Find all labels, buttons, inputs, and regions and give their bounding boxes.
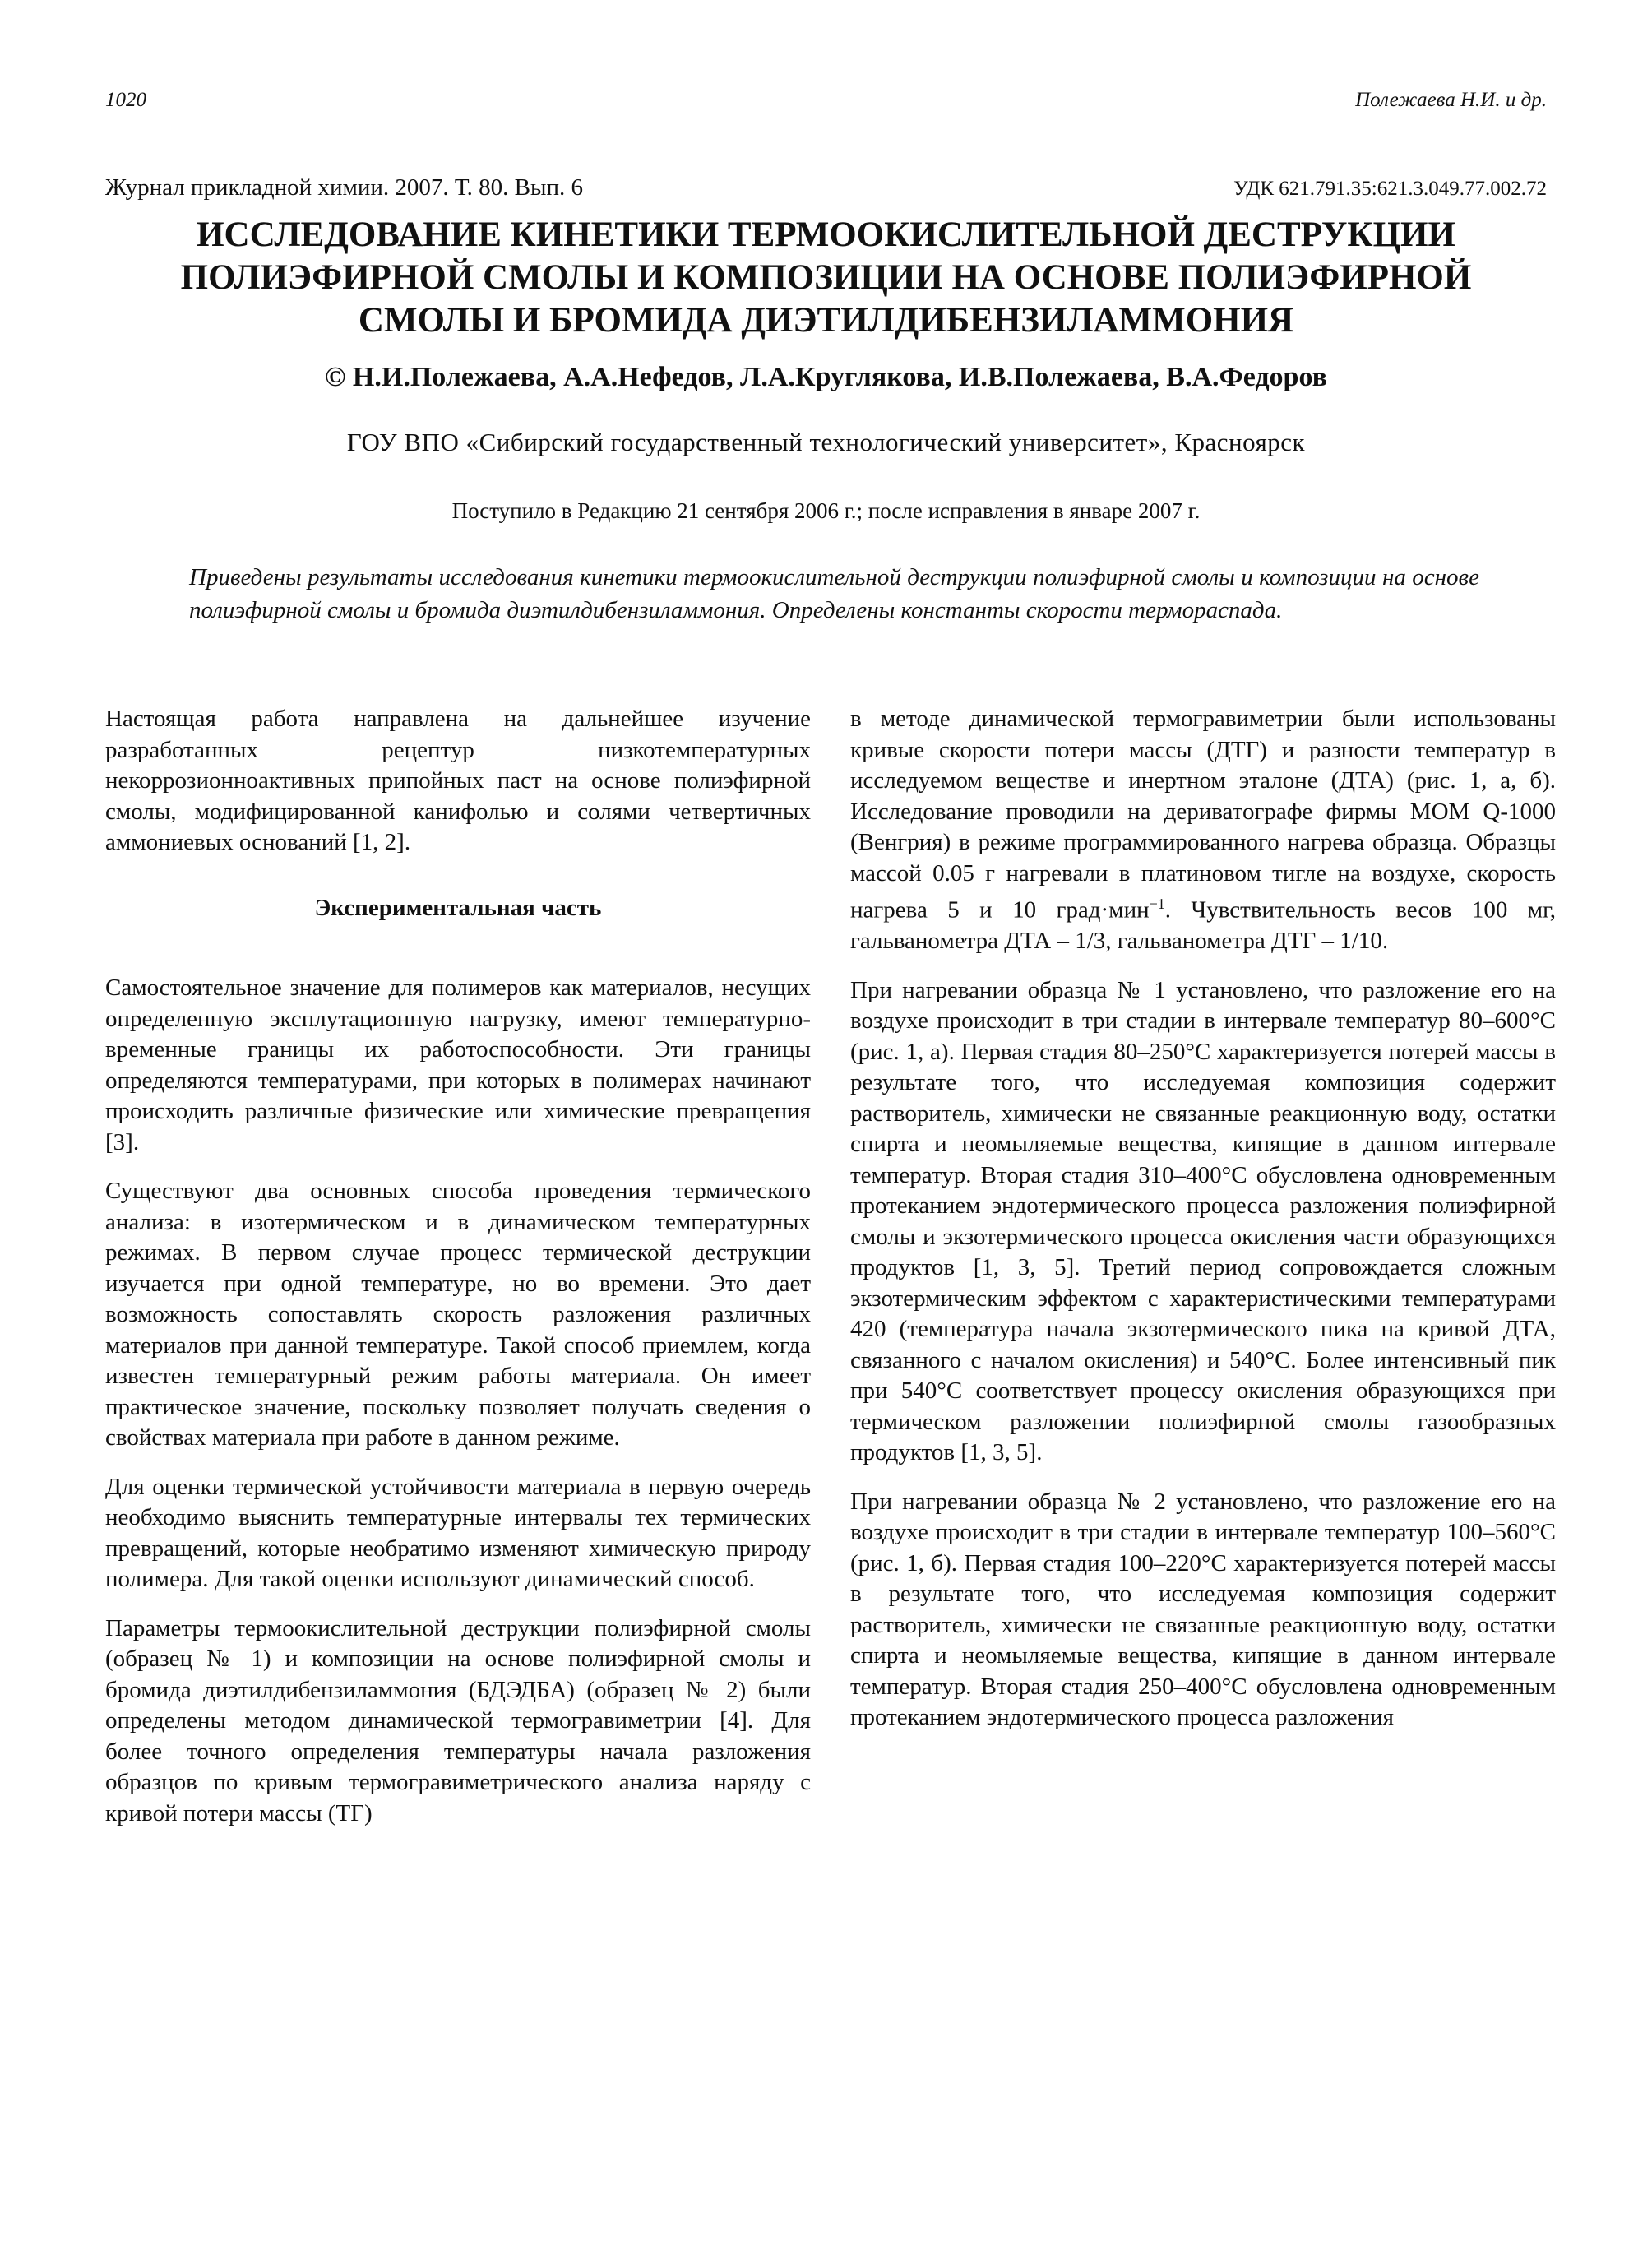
author-list: © Н.И.Полежаева, А.А.Нефедов, Л.А.Круглякова, И.В.Полежаева, В.А.Федоров [325,362,1327,392]
udc-code: УДК 621.791.35:621.3.049.77.002.72 [1233,178,1547,200]
body-paragraph: Параметры термоокислительной деструкции полиэфирной смолы (образец № 1) и композиции на основе полиэфирной смолы и бромида диэтилдибензиламмония (БДЭДБА) (образец № 2) были определены методом динамической термогравиметрии [4]. Для более точного определения температуры начала разложения образцов по кривым термогравиметрического анализа наряду с кривой потери массы (ТГ) [105,1614,811,1826]
body-text: в методе динамической термогравиметрии были использованы кривые скорости потери массы (ДТГ) и разности температур в исследуемом веществе и инертном эталоне (ДТА) (рис. 1, а, б). Исследование проводили на дериватографе фирмы МОМ Q-1000 (Венгрия) в режиме программированного нагрева образца. Образцы массой 0.05 г нагревали в платиновом тигле на воздухе, скорость нагрева 5 и 10 град·мин [850,706,1556,924]
body-paragraph [850,704,1556,957]
article-title: ИССЛЕДОВАНИЕ КИНЕТИКИ ТЕРМООКИСЛИТЕЛЬНОЙ ДЕСТРУКЦИИ ПОЛИЭФИРНОЙ СМОЛЫ И КОМПОЗИЦИИ НА ОСНОВЕ ПОЛИЭФИРНОЙ СМОЛЫ И БРОМИДА ДИЭТИЛДИБЕНЗИЛАММОНИЯ [180,215,1472,340]
right-column [850,704,1556,1752]
running-header [105,89,1547,112]
journal-line [105,174,1547,201]
received-date: Поступило в Редакцию 21 сентября 2006 г.; после исправления в январе 2007 г. [451,498,1201,523]
body-paragraph: Существуют два основных способа проведения термического анализа: в изотермическом и в динамическом температурных режимах. В первом случае процесс термической деструкции изучается при одной температуре, но во времени. Это дает возможность сопоставлять скорость разложения различных материалов при данной температуре. Такой способ приемлем, когда известен температурный режим работы материала. Он имеет практическое значение, поскольку позволяет получать сведения о свойствах материала при работе в данном режиме. [105,1178,811,1451]
running-authors: Полежаева Н.И. и др. [1355,89,1547,111]
intro-paragraph: Настоящая работа направлена на дальнейшее изучение разработанных рецептур низкотемпературных некоррозионноактивных припойных паст на основе полиэфирной смолы, модифицированной канифолью и солями четвертичных аммониевых оснований [1, 2]. [105,706,811,855]
page-number: 1020 [105,89,146,111]
superscript: −1 [1149,896,1165,912]
body-text: . Чувствительность весов 100 мг, гальванометра ДТА – 1/3, гальванометра ДТГ – 1/10. [850,896,1556,955]
body-paragraph: Для оценки термической устойчивости материала в первую очередь необходимо выяснить температурные интервалы тех термических превращений, которые необратимо изменяют химическую природу полимера. Для такой оценки используют динамический способ. [105,1473,811,1592]
body-paragraph: Самостоятельное значение для полимеров как материалов, несущих определенную эксплутационную нагрузку, имеют температурно-временные границы их работоспособности. Эти границы определяются температурами, при которых в полимерах начинают происходить различные физические или химические превращения [3]. [105,975,811,1155]
abstract: Приведены результаты исследования кинетики термоокислительной деструкции полиэфирной смолы и композиции на основе полиэфирной смолы и бромида диэтилдибензиламмония. Определены константы скорости термораспада. [189,564,1479,623]
body-paragraph: При нагревании образца № 2 установлено, что разложение его на воздухе происходит в три стадии в интервале температур 100–560°С (рис. 1, б). Первая стадия 100–220°С характеризуется потерей массы в результате того, что исследуемая композиция содержит растворитель, химически не связанные реакционную воду, остатки спирта и неомыляемые вещества, кипящие в данном интервале температур. Вторая стадия 250–400°С обусловлена одновременным протеканием эндотермического процесса разложения [850,1488,1556,1731]
section-heading: Экспериментальная часть [314,894,602,921]
journal-citation: Журнал прикладной химии. 2007. Т. 80. Вып. 6 [105,174,584,201]
left-column [105,704,811,1847]
affiliation: ГОУ ВПО «Сибирский государственный технологический университет», Красноярск [346,428,1306,456]
body-paragraph: При нагревании образца № 1 установлено, что разложение его на воздухе происходит в три стадии в интервале температур 80–600°С (рис. 1, а). Первая стадия 80–250°С характеризуется потерей массы в результате того, что исследуемая композиция содержит растворитель, химически не связанные реакционную воду, остатки спирта и неомыляемые вещества, кипящие в данном интервале температур. Вторая стадия 310–400°С обусловлена одновременным протеканием эндотермического процесса разложения полиэфирной смолы и экзотермического процесса окисления части образующихся продуктов [1, 3, 5]. Третий период сопровождается сложным экзотермическим эффектом с характеристическими температурами 420 (температура начала экзотермического пика на кривой ДТА, связанного с началом окисления) и 540°С. Более интенсивный пик при 540°С соответствует процессу окисления образующихся при термическом разложении полиэфирной смолы газообразных продуктов [1, 3, 5]. [850,976,1556,1466]
